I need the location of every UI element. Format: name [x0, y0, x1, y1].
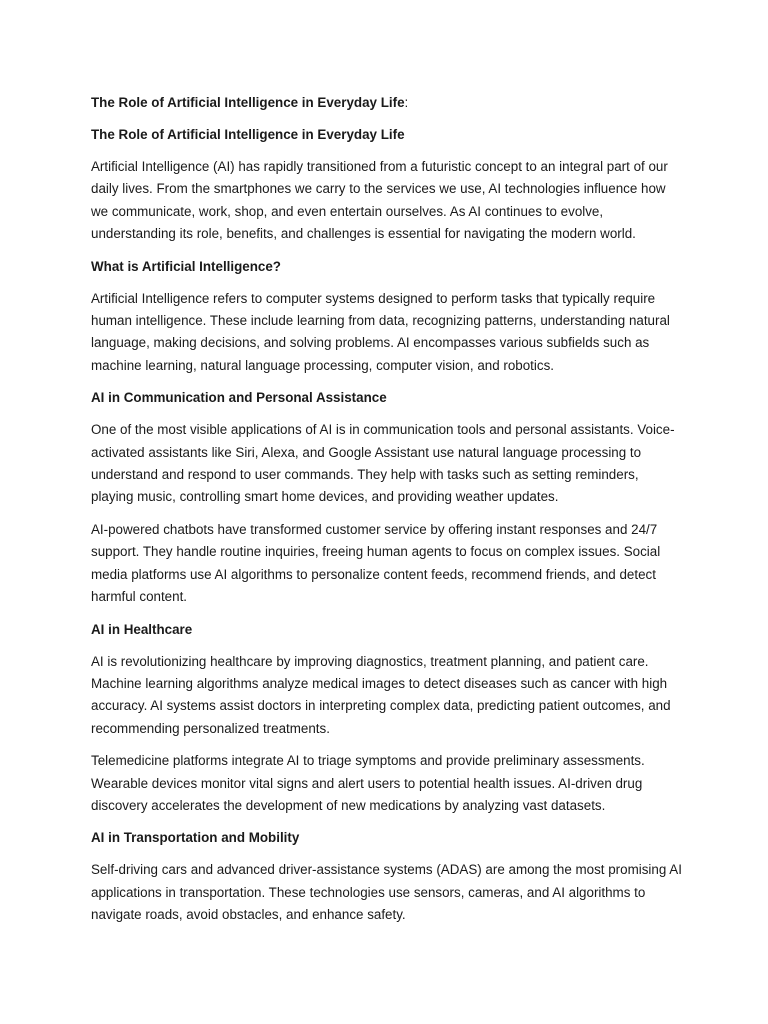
section-paragraph: Self-driving cars and advanced driver-assistance systems (ADAS) are among the most promising AI applications in transportation. These technologies use sensors, cameras, and AI algorithms to navigate roads, avoid obstacles, and enhance safety. [91, 862, 682, 923]
intro-paragraph: Artificial Intelligence (AI) has rapidly transitioned from a futuristic concept to an integral part of our daily lives. From the smartphones we carry to the services we use, AI technologies influence how we communicate, work, shop, and even entertain ourselves. As AI continues to evolve, understanding its role, benefits, and challenges is essential for navigating the modern world. [91, 159, 668, 242]
section-paragraph: Telemedicine platforms integrate AI to triage symptoms and provide preliminary assessments. Wearable devices monitor vital signs and alert users to potential health issues. AI-driven drug discovery accelerates the development of new medications by analyzing vast datasets. [91, 753, 645, 813]
document-page [91, 92, 683, 937]
document-title-text: The Role of Artificial Intelligence in Everyday Life [91, 95, 405, 110]
document-title-suffix: : [404, 95, 409, 110]
section-heading: AI in Communication and Personal Assistance [91, 390, 387, 406]
document-subtitle: The Role of Artificial Intelligence in Everyday Life [91, 127, 405, 142]
section-heading: What is Artificial Intelligence? [91, 258, 281, 274]
section-heading: AI in Transportation and Mobility [91, 830, 300, 846]
section-paragraph: One of the most visible applications of AI is in communication tools and personal assistants. Voice-activated assistants like Siri, Alexa, and Google Assistant use natural language processing to understand and respond to user commands. They help with tasks such as setting reminders, playing music, controlling smart home devices, and providing weather updates. [91, 422, 675, 505]
section-paragraph: AI is revolutionizing healthcare by improving diagnostics, treatment planning, and patient care. Machine learning algorithms analyze medical images to detect diseases such as cancer with high accuracy. AI systems assist doctors in interpreting complex data, predicting patient outcomes, and recommending personalized treatments. [91, 653, 671, 736]
section-paragraph: AI-powered chatbots have transformed customer service by offering instant responses and 24/7 support. They handle routine inquiries, freeing human agents to focus on complex issues. Social media platforms use AI algorithms to personalize content feeds, recommend friends, and detect harmful content. [91, 521, 661, 605]
section-paragraph: Artificial Intelligence refers to computer systems designed to perform tasks that typically require human intelligence. These include learning from data, recognizing patterns, understanding natural language, making decisions, and solving problems. AI encompasses various subfields such as machine learning, natural language processing, computer vision, and robotics. [91, 290, 670, 373]
document-title [91, 92, 683, 114]
section-what-is-ai [91, 256, 683, 378]
section-transportation [91, 827, 683, 926]
section-communication [91, 387, 683, 608]
section-healthcare [91, 619, 683, 818]
section-heading: AI in Healthcare [91, 621, 193, 637]
